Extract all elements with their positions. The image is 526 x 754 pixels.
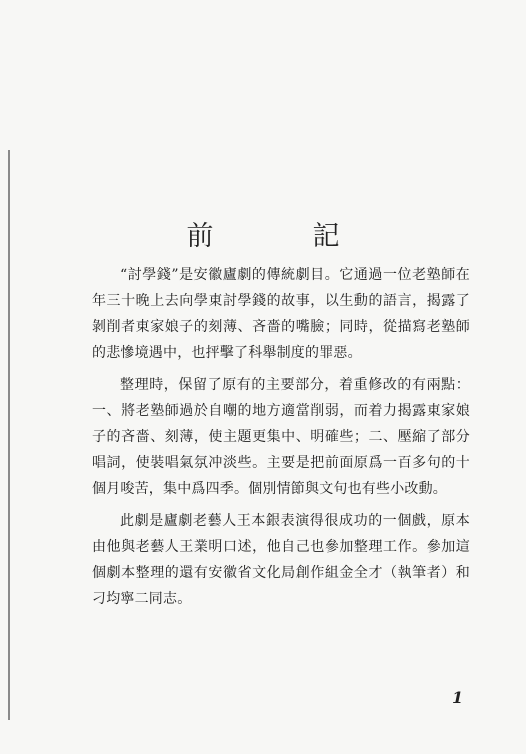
page-number: 1 [452,688,464,707]
preface-body [92,262,470,618]
paragraph-2: 整理時，保留了原有的主要部分，着重修改的有兩點：一、將老塾師過於自嘲的地方適當削弱，而着力揭露東家娘子的吝嗇、刻薄，使主題更集中、明確些；二、壓縮了部分唱詞，使裝唱氣氛冲淡些。主要是把前面原爲一百多句的十個月唆苦，集中爲四季。個別情節與文句也有些小改動。 [92,377,470,497]
page-title: 前 記 [186,221,376,252]
paragraph-1: “討學錢”是安徽廬劇的傳統劇目。它通過一位老塾師在年三十晚上去向學東討學錢的故事，以生動的語言，揭露了剝削者東家娘子的刻薄、吝嗇的嘴臉；同時，從描寫老塾師的悲慘境遇中，也抨擊了科舉制度的罪惡。 [92,267,470,361]
paragraph-3: 此劇是廬劇老藝人王本銀表演得很成功的一個戲，原本由他與老藝人王業明口述，他自己也參加整理工作。參加這個劇本整理的還有安徽省文化局創作組金全才（執筆者）和刁均寧二同志。 [92,513,470,607]
